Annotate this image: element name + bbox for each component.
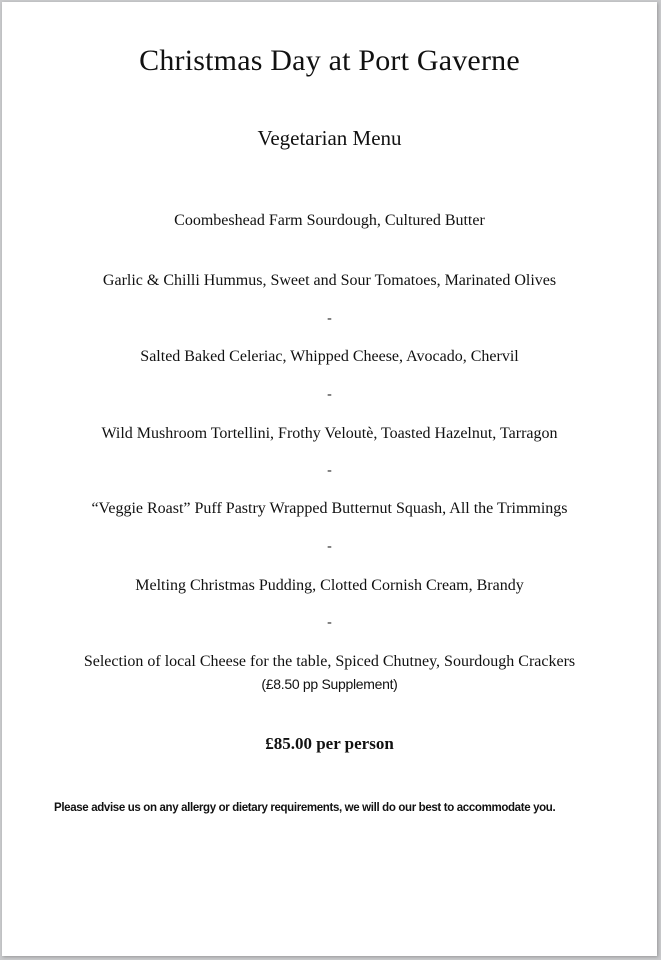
course-item: Salted Baked Celeriac, Whipped Cheese, Avocado, Chervil [140, 348, 519, 365]
course-item: “Veggie Roast” Puff Pastry Wrapped Butternut Squash, All the Trimmings [91, 500, 568, 517]
allergy-note: Please advise us on any allergy or dietary requirements, we will do our best to accommodate you. [54, 802, 556, 814]
course-separator: - [327, 387, 332, 402]
course-item: Melting Christmas Pudding, Clotted Cornish Cream, Brandy [135, 577, 524, 594]
menu-title: Christmas Day at Port Gaverne [139, 44, 520, 77]
cheese-supplement: (£8.50 pp Supplement) [261, 676, 398, 692]
menu-price: £85.00 per person [265, 734, 394, 753]
course-item: Selection of local Cheese for the table, Spiced Chutney, Sourdough Crackers [83, 653, 576, 670]
course-item: Coombeshead Farm Sourdough, Cultured Butter [174, 212, 485, 229]
course-item: Garlic & Chilli Hummus, Sweet and Sour Tomatoes, Marinated Olives [102, 272, 557, 289]
course-separator: - [327, 539, 332, 554]
course-item: Wild Mushroom Tortellini, Frothy Veloutè, Toasted Hazelnut, Tarragon [101, 425, 558, 442]
menu-page [2, 2, 657, 956]
course-separator: - [327, 463, 332, 478]
menu-subtitle: Vegetarian Menu [257, 126, 402, 150]
course-separator: - [327, 311, 332, 326]
course-separator: - [327, 615, 332, 630]
